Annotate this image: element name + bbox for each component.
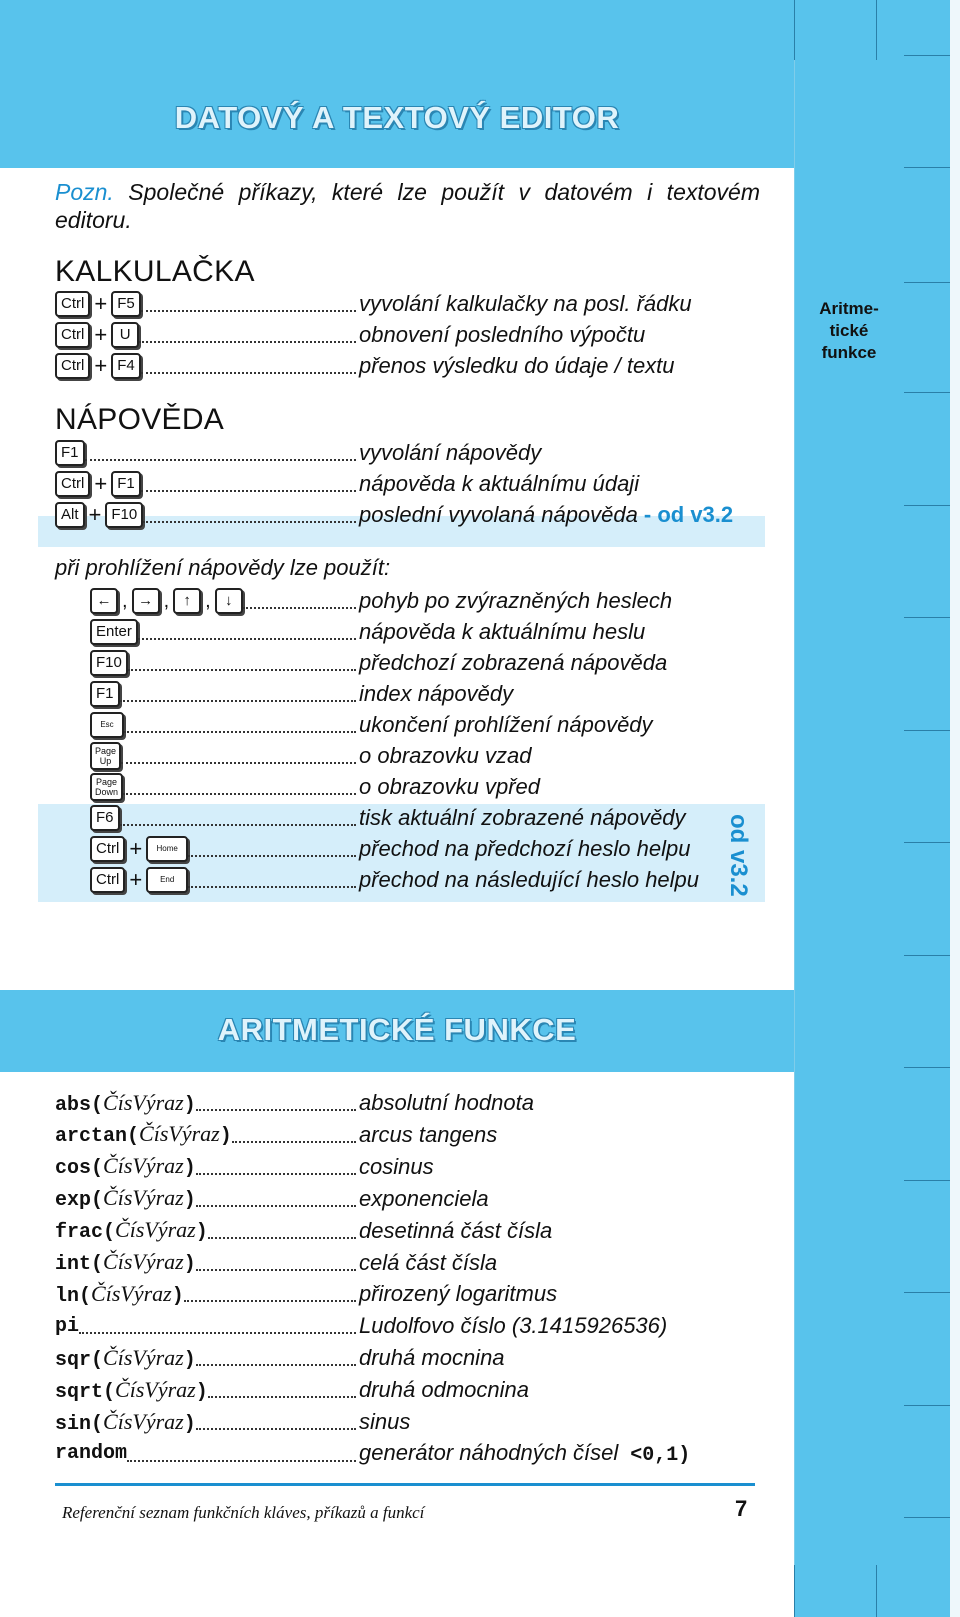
ctrl-key: Ctrl: [90, 867, 125, 893]
dot-leader: [196, 1173, 356, 1175]
function-argument: ČísVýraz: [103, 1344, 184, 1370]
open-paren: (: [103, 1221, 116, 1245]
function-row: [55, 1088, 534, 1118]
function-argument: ČísVýraz: [103, 1408, 184, 1434]
function-description-text: Ludolfovo číslo (3.1415926536): [359, 1313, 668, 1339]
ctrl-key: Ctrl: [90, 836, 125, 862]
dot-leader: [208, 1396, 356, 1398]
shortcut-row: [90, 772, 805, 802]
shortcut-description: o obrazovku vpřed: [359, 774, 540, 799]
function-description-text: druhá mocnina: [359, 1345, 505, 1371]
dot-leader: [138, 638, 356, 640]
close-paren: ): [219, 1125, 232, 1149]
f6-key: F6: [90, 805, 120, 831]
left-arrow-key: ←: [90, 588, 118, 614]
shortcut-row: [90, 834, 805, 864]
key-combo: [55, 291, 141, 317]
key-combo: [90, 588, 243, 614]
shortcut-description: o obrazovku vzad: [359, 743, 532, 768]
open-paren: (: [91, 1348, 104, 1372]
esc-key: Esc: [90, 712, 124, 738]
shortcut-description: vyvolání kalkulačky na posl. řádku: [359, 291, 692, 316]
f1-key: F1: [90, 681, 120, 707]
shortcut-row: [55, 469, 770, 499]
key-combo: [55, 353, 141, 379]
function-description-text: absolutní hodnota: [359, 1090, 534, 1115]
function-description-text: desetinná část čísla: [359, 1217, 553, 1243]
function-description: [359, 1090, 534, 1116]
section-banner-arithmetic: [0, 990, 794, 1072]
function-signature: [55, 1153, 196, 1180]
function-description-text: generátor náhodných čísel: [359, 1440, 619, 1466]
shortcut-row: [90, 865, 805, 895]
home-key: Home: [146, 836, 188, 862]
function-signature: [55, 1121, 232, 1148]
dot-leader: [79, 1332, 356, 1334]
page-number: 7: [735, 1496, 748, 1521]
function-argument: ČísVýraz: [115, 1217, 196, 1243]
function-signature: [55, 1281, 184, 1308]
function-argument: ČísVýraz: [91, 1280, 172, 1306]
note-paragraph: [55, 178, 760, 234]
dot-leader: [196, 1428, 356, 1430]
shortcut-row: [90, 648, 805, 678]
function-description-text: arcus tangens: [359, 1121, 498, 1147]
function-signature: [55, 1409, 196, 1436]
alt-key: Alt: [55, 502, 85, 528]
shortcut-description: přenos výsledku do údaje / textu: [359, 353, 675, 378]
function-row: [55, 1407, 410, 1437]
dot-leader: [188, 855, 356, 857]
plus-sign: +: [94, 291, 108, 316]
shortcut-description: ukončení prohlížení nápovědy: [359, 712, 653, 737]
calculator-title: KALKULAČKA: [55, 255, 255, 288]
dot-leader: [232, 1141, 356, 1143]
key-combo: [55, 502, 143, 528]
version-mark: od v3.2: [725, 813, 752, 897]
plus-sign: +: [94, 353, 108, 378]
shortcut-row: [90, 803, 805, 833]
function-description-text: přirozený logaritmus: [359, 1281, 558, 1307]
page-down-key: Page Down: [90, 773, 123, 801]
function-name: ln: [55, 1284, 80, 1308]
key-combo: [90, 867, 188, 893]
shortcut-description: nápověda k aktuálnímu údaji: [359, 471, 640, 496]
close-paren: ): [183, 1093, 196, 1117]
f1-key: F1: [111, 471, 141, 497]
strip-rule-top-2: [876, 0, 877, 60]
strip-rule-bottom-2: [876, 1565, 877, 1617]
f4-key: F4: [111, 353, 141, 379]
function-row: [55, 1120, 497, 1150]
close-paren: ): [183, 1157, 196, 1181]
shortcut-row: [55, 320, 770, 350]
close-paren: ): [183, 1253, 196, 1276]
section-title-editor: DATOVÝ A TEXTOVÝ EDITOR: [174, 100, 620, 135]
f5-key: F5: [111, 291, 141, 317]
dot-leader: [196, 1364, 356, 1366]
key-combo: [90, 742, 121, 770]
section-title-arithmetic: ARITMETICKÉ FUNKCE: [217, 1012, 577, 1047]
f10-key: F10: [90, 650, 128, 676]
key-combo: [55, 471, 141, 497]
plus-sign: +: [129, 836, 143, 861]
f10-key: F10: [105, 502, 143, 528]
close-paren: ): [183, 1189, 196, 1213]
close-paren: ): [183, 1348, 196, 1372]
function-argument: ČísVýraz: [103, 1089, 184, 1115]
footer-text: Referenční seznam funkčních kláves, příkazů a funkcí: [62, 1503, 425, 1522]
shortcut-description: přechod na následující heslo helpu: [359, 867, 700, 892]
dot-leader: [196, 1269, 356, 1271]
key-combo: [90, 712, 124, 738]
open-paren: (: [91, 1157, 104, 1181]
enter-key: Enter: [90, 619, 138, 645]
thumb-index-strip: [794, 0, 960, 1617]
shortcut-description: index nápovědy: [359, 681, 514, 706]
function-signature: [55, 1249, 196, 1276]
function-row: [55, 1248, 497, 1278]
help-title: NÁPOVĚDA: [55, 403, 225, 436]
open-paren: (: [91, 1253, 104, 1276]
dot-leader: [127, 1460, 356, 1462]
plus-sign: +: [129, 867, 143, 892]
dot-leader: [85, 459, 356, 461]
function-argument: ČísVýraz: [103, 1153, 184, 1179]
function-description: [359, 1409, 410, 1435]
open-paren: (: [91, 1093, 104, 1117]
shortcut-row: [55, 289, 770, 319]
function-argument: ČísVýraz: [103, 1249, 184, 1274]
note-label: Pozn.: [55, 179, 114, 205]
close-paren: ): [195, 1221, 208, 1245]
open-paren: (: [91, 1412, 104, 1436]
function-description-text: sinus: [359, 1409, 411, 1434]
function-row: [55, 1343, 505, 1373]
strip-edge: [950, 0, 960, 1617]
dot-leader: [121, 762, 356, 764]
function-name: pi: [55, 1314, 80, 1338]
key-combo: [90, 773, 123, 801]
dot-leader: [184, 1300, 356, 1302]
shortcut-description: předchozí zobrazená nápověda: [359, 650, 668, 675]
function-argument: ČísVýraz: [139, 1121, 220, 1147]
section-banner-editor: [0, 0, 794, 168]
key-combo: [90, 681, 120, 707]
function-signature: [55, 1345, 196, 1372]
function-name: cos: [55, 1157, 92, 1181]
plus-sign: +: [94, 322, 108, 347]
function-name: sin: [55, 1412, 92, 1436]
u-key: U: [111, 322, 139, 348]
browse-note: při prohlížení nápovědy lze použít:: [55, 555, 391, 580]
shortcut-row: [90, 679, 805, 709]
dot-leader: [120, 824, 356, 826]
function-row: [55, 1184, 489, 1214]
open-paren: (: [91, 1189, 104, 1213]
shortcut-row: [90, 617, 805, 647]
key-combo: [90, 619, 138, 645]
function-row: [55, 1375, 529, 1405]
down-arrow-key: ↓: [215, 588, 243, 614]
dot-leader: [208, 1237, 356, 1239]
shortcut-description: vyvolání nápovědy: [359, 440, 542, 465]
open-paren: (: [79, 1284, 92, 1308]
function-description: [359, 1122, 497, 1148]
key-combo: [90, 805, 120, 831]
function-description: [359, 1281, 557, 1307]
function-argument: ČísVýraz: [103, 1185, 184, 1211]
plus-sign: +: [94, 471, 108, 496]
dot-leader: [243, 607, 356, 609]
dot-leader: [124, 731, 356, 733]
function-description: [359, 1313, 667, 1339]
function-name: random: [55, 1442, 128, 1466]
dot-leader: [141, 310, 356, 312]
key-combo: [55, 322, 139, 348]
function-row: [55, 1216, 552, 1246]
function-description-text: celá část čísla: [359, 1249, 498, 1275]
function-row: [55, 1279, 557, 1309]
function-signature: [55, 1377, 208, 1404]
function-description: [359, 1218, 552, 1244]
function-description-text: cosinus: [359, 1153, 434, 1179]
up-arrow-key: ↑: [173, 588, 201, 614]
thumb-index-label[interactable]: Aritme- tické funkce: [819, 299, 879, 362]
function-signature: [55, 1090, 196, 1117]
function-description-text: druhá odmocnina: [359, 1377, 530, 1403]
strip-rule-top: [794, 0, 795, 60]
dot-leader: [123, 793, 356, 795]
right-arrow-key: →: [132, 588, 160, 614]
open-paren: (: [103, 1380, 116, 1404]
function-description: [359, 1186, 489, 1212]
ctrl-key: Ctrl: [55, 353, 90, 379]
close-paren: ): [171, 1284, 184, 1308]
shortcut-row: [90, 586, 805, 616]
function-name: sqr: [55, 1348, 92, 1372]
close-paren: ): [195, 1380, 208, 1404]
function-signature: [55, 1185, 196, 1212]
shortcut-description: nápověda k aktuálnímu heslu: [359, 619, 646, 644]
shortcut-description: pohyb po zvýrazněných heslech: [359, 588, 673, 613]
note-text: Společné příkazy, které lze použít v datovém i textovém editoru.: [55, 179, 760, 233]
dot-leader: [196, 1109, 356, 1111]
shortcut-description: přechod na předchozí heslo helpu: [359, 836, 691, 861]
function-name: frac: [55, 1221, 104, 1245]
function-name: exp: [55, 1189, 92, 1213]
key-combo: [90, 836, 188, 862]
function-name: arctan: [55, 1125, 128, 1149]
function-name: abs: [55, 1093, 92, 1117]
ctrl-key: Ctrl: [55, 471, 90, 497]
f1-key: F1: [55, 440, 85, 466]
shortcut-description: poslední vyvolaná nápověda - od v3.2: [359, 502, 734, 527]
function-description-text: exponenciela: [359, 1185, 489, 1211]
dot-leader: [143, 521, 356, 523]
end-key: End: [146, 867, 188, 893]
shortcut-row: [55, 351, 770, 381]
comma-separator: ,: [163, 589, 170, 612]
key-combo: [90, 650, 128, 676]
function-signature: [55, 1217, 208, 1244]
strip-rule-bottom: [794, 1565, 795, 1617]
shortcut-description: obnovení posledního výpočtu: [359, 322, 646, 347]
dot-leader: [188, 886, 356, 888]
function-description: [359, 1377, 529, 1403]
shortcut-row: [90, 741, 805, 771]
function-row: [55, 1152, 434, 1182]
function-name: int: [55, 1253, 92, 1276]
interval-notation: <0,1): [618, 1444, 691, 1468]
close-paren: ): [183, 1412, 196, 1436]
function-description: [359, 1154, 434, 1180]
function-row: [55, 1439, 690, 1469]
shortcut-description: tisk aktuální zobrazené nápovědy: [359, 805, 686, 830]
footer-rule: [55, 1483, 755, 1486]
shortcut-row: [55, 438, 770, 468]
dot-leader: [141, 490, 356, 492]
function-description: [359, 1250, 497, 1276]
function-description: [359, 1440, 690, 1467]
page-up-key: Page Up: [90, 742, 121, 770]
function-signature: [55, 1315, 79, 1338]
comma-separator: ,: [122, 589, 128, 612]
dot-leader: [128, 669, 356, 671]
open-paren: (: [127, 1125, 140, 1149]
function-signature: [55, 1442, 127, 1465]
shortcut-row: [90, 710, 805, 740]
dot-leader: [196, 1205, 356, 1207]
comma-separator: ,: [205, 589, 211, 612]
function-row: [55, 1311, 667, 1341]
shortcut-row: [55, 500, 770, 530]
dot-leader: [139, 341, 356, 343]
ctrl-key: Ctrl: [55, 322, 90, 348]
function-name: sqrt: [55, 1380, 104, 1404]
function-description: [359, 1345, 505, 1371]
function-argument: ČísVýraz: [115, 1376, 196, 1402]
plus-sign: +: [88, 502, 102, 527]
key-combo: [55, 440, 85, 466]
dot-leader: [120, 700, 356, 702]
dot-leader: [141, 372, 356, 374]
version-note: - od v3.2: [643, 502, 734, 527]
ctrl-key: Ctrl: [55, 291, 90, 317]
